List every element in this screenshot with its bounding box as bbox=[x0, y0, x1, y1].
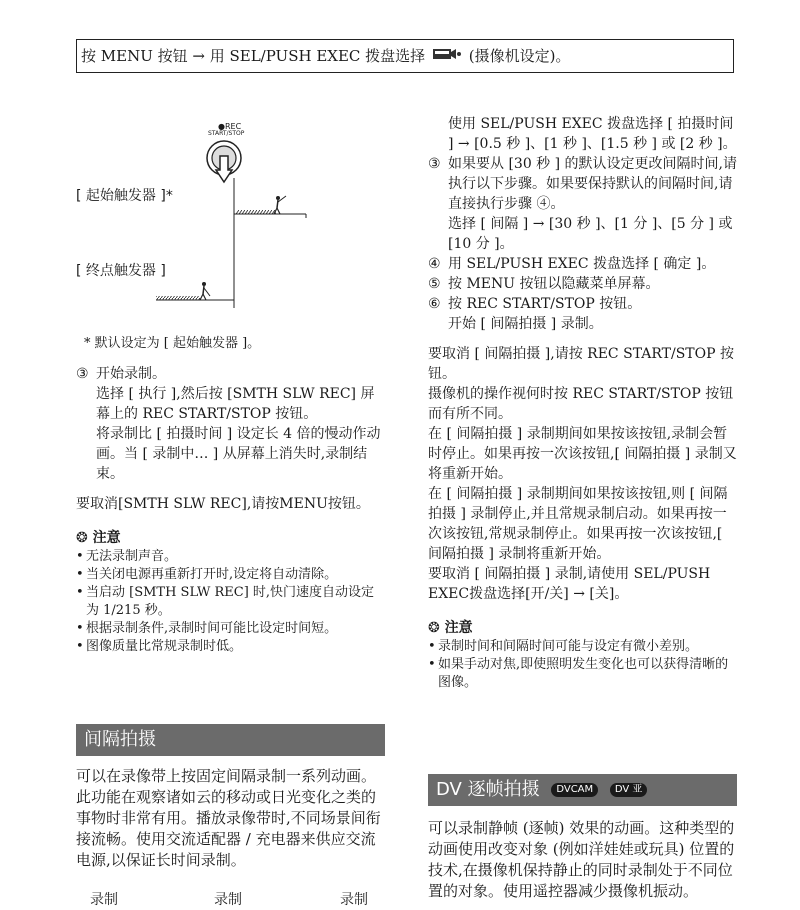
note-item: • 当启动 [SMTH SLW REC] 时,快门速度自动设定为 1/215 秒。 bbox=[76, 584, 386, 620]
right-column bbox=[428, 114, 738, 692]
step-3 bbox=[76, 364, 386, 384]
note-item: • 如果手动对焦,即使照明发生变化也可以获得清晰的图像。 bbox=[428, 656, 738, 692]
rec-button-icon bbox=[204, 136, 244, 184]
caution-icon: ❂ bbox=[76, 530, 93, 546]
trigger-timeline bbox=[146, 178, 386, 318]
instruction-header bbox=[76, 39, 734, 73]
note-item: • 无法录制声音。 bbox=[76, 548, 386, 566]
notes-list-left bbox=[76, 548, 386, 656]
section-interval-recording bbox=[76, 724, 385, 756]
step-3-right-number: ③ bbox=[428, 156, 441, 172]
rec-label-1: 录制 bbox=[90, 892, 118, 908]
section-dv-frame-recording bbox=[428, 774, 737, 806]
note-item: • 根据录制条件,录制时间可能比设定时间短。 bbox=[76, 620, 386, 638]
notes-list-right bbox=[428, 638, 738, 692]
caution-icon: ❂ bbox=[428, 620, 445, 636]
rec-label-2: 录制 bbox=[214, 892, 242, 908]
step-5 bbox=[428, 274, 738, 294]
interval-section-body: 可以在录像带上按固定间隔录制一系列动画。此功能在观察诸如云的移动或日光变化之类的事物时非常有用。播放录像带时,不同场景间衔接流畅。使用交流适配器 / 充电器来供应交流电源,以保证长时间录制。 bbox=[76, 767, 381, 869]
cancel-slow-rec-text: 要取消[SMTH SLW REC],请按MENU按钮。 bbox=[76, 496, 370, 512]
step-3-para-1: 选择 [ 执行 ],然后按 [SMTH SLW REC] 屏幕上的 REC START/STOP 按钮。 bbox=[96, 386, 375, 422]
step-6-number: ⑥ bbox=[428, 296, 441, 312]
note-item: • 当关闭电源再重新打开时,设定将自动清除。 bbox=[76, 566, 386, 584]
step-3-right bbox=[428, 154, 738, 214]
interval-para-5: 要取消 [ 间隔拍摄 ] 录制,请使用 SEL/PUSH EXEC拨盘选择[开/关] → [关]。 bbox=[428, 566, 711, 602]
step-6 bbox=[428, 294, 738, 314]
step-3-number: ③ bbox=[76, 366, 89, 382]
interval-para-2: 摄像机的操作视何时按 REC START/STOP 按钮而有所不同。 bbox=[428, 386, 734, 422]
step-6-text: 按 REC START/STOP 按钮。 bbox=[448, 296, 642, 312]
dv-badge: DV 亚 bbox=[610, 783, 648, 797]
step-3-para-2: 将录制比 [ 拍摄时间 ] 设定长 4 倍的慢动作动画。当 [ 录制中… ] 从屏幕上消失时,录制结束。 bbox=[96, 426, 381, 482]
section-title: 间隔拍摄 bbox=[84, 729, 156, 750]
dv-section-body: 可以录制静帧 (逐帧) 效果的动画。这种类型的动画使用改变对象 (例如洋娃娃或玩具) 位置的技术,在摄像机保持静止的同时录制处于不同位置的对象。使用遥控器减少摄像机振动。 bbox=[428, 819, 735, 900]
footnote: * 默认设定为 [ 起始触发器 ]。 bbox=[84, 336, 261, 351]
rec-button-label: ●REC bbox=[218, 122, 242, 131]
interval-para-1: 要取消 [ 间隔拍摄 ],请按 REC START/STOP 按钮。 bbox=[428, 346, 734, 382]
end-trigger-label: [ 终点触发器 ] bbox=[76, 263, 166, 279]
note-item: • 录制时间和间隔时间可能与设定有微小差别。 bbox=[428, 638, 738, 656]
step-3-title: 开始录制。 bbox=[96, 366, 166, 382]
step-5-number: ⑤ bbox=[428, 276, 441, 292]
step-3-right-sub: 选择 [ 间隔 ] → [30 秒 ]、[1 分 ]、[5 分 ] 或 [10 分 ]。 bbox=[448, 216, 733, 252]
note-heading-left bbox=[76, 528, 386, 548]
bottom-labels bbox=[76, 890, 386, 910]
step-4-text: 用 SEL/PUSH EXEC 拨盘选择 [ 确定 ]。 bbox=[448, 256, 716, 272]
start-trigger-label: [ 起始触发器 ]* bbox=[76, 188, 173, 204]
rec-button-sublabel: START/STOP bbox=[208, 130, 245, 137]
rec-label-3: 录制 bbox=[340, 892, 368, 908]
header-text-after: (摄像机设定)。 bbox=[468, 47, 571, 65]
section-title-dv: DV 逐帧拍摄 bbox=[436, 779, 540, 800]
step-6-sub: 开始 [ 间隔拍摄 ] 录制。 bbox=[448, 316, 603, 332]
step-4-number: ④ bbox=[428, 256, 441, 272]
note-item: • 图像质量比常规录制时低。 bbox=[76, 638, 386, 656]
note-heading-right bbox=[428, 618, 738, 638]
trigger-diagram bbox=[76, 118, 396, 318]
left-column bbox=[76, 334, 386, 656]
note-heading-left-text: 注意 bbox=[92, 530, 121, 546]
note-heading-right-text: 注意 bbox=[444, 620, 473, 636]
golfer-start-icon bbox=[274, 196, 286, 214]
interval-para-4: 在 [ 间隔拍摄 ] 录制期间如果按该按钮,则 [ 间隔拍摄 ] 录制停止,并且常规录制启动。如果再按一次该按钮,常规录制停止。如果再按一次该按钮,[ 间隔拍摄 ] 录制将重新开始。 bbox=[428, 486, 728, 562]
interval-para-3: 在 [ 间隔拍摄 ] 录制期间如果按该按钮,录制会暂时停止。如果再按一次该按钮,[ 间隔拍摄 ] 录制又将重新开始。 bbox=[428, 426, 737, 482]
step-5-text: 按 MENU 按钮以隐藏菜单屏幕。 bbox=[448, 276, 660, 292]
step-3-right-text: 如果要从 [30 秒 ] 的默认设定更改间隔时间,请执行以下步骤。如果要保持默认的间隔时间,请直接执行步骤 ④。 bbox=[448, 156, 737, 212]
header-text-before: 按 MENU 按钮 → 用 SEL/PUSH EXEC 拨盘选择 bbox=[81, 47, 426, 65]
camera-settings-icon bbox=[432, 41, 462, 73]
step-4 bbox=[428, 254, 738, 274]
shooting-time-para: 使用 SEL/PUSH EXEC 拨盘选择 [ 拍摄时间 ] → [0.5 秒 ]、[1 秒 ]、[1.5 秒 ] 或 [2 秒 ]。 bbox=[448, 116, 737, 152]
golfer-end-icon bbox=[200, 282, 210, 300]
dvcam-badge: DVCAM bbox=[551, 783, 598, 797]
